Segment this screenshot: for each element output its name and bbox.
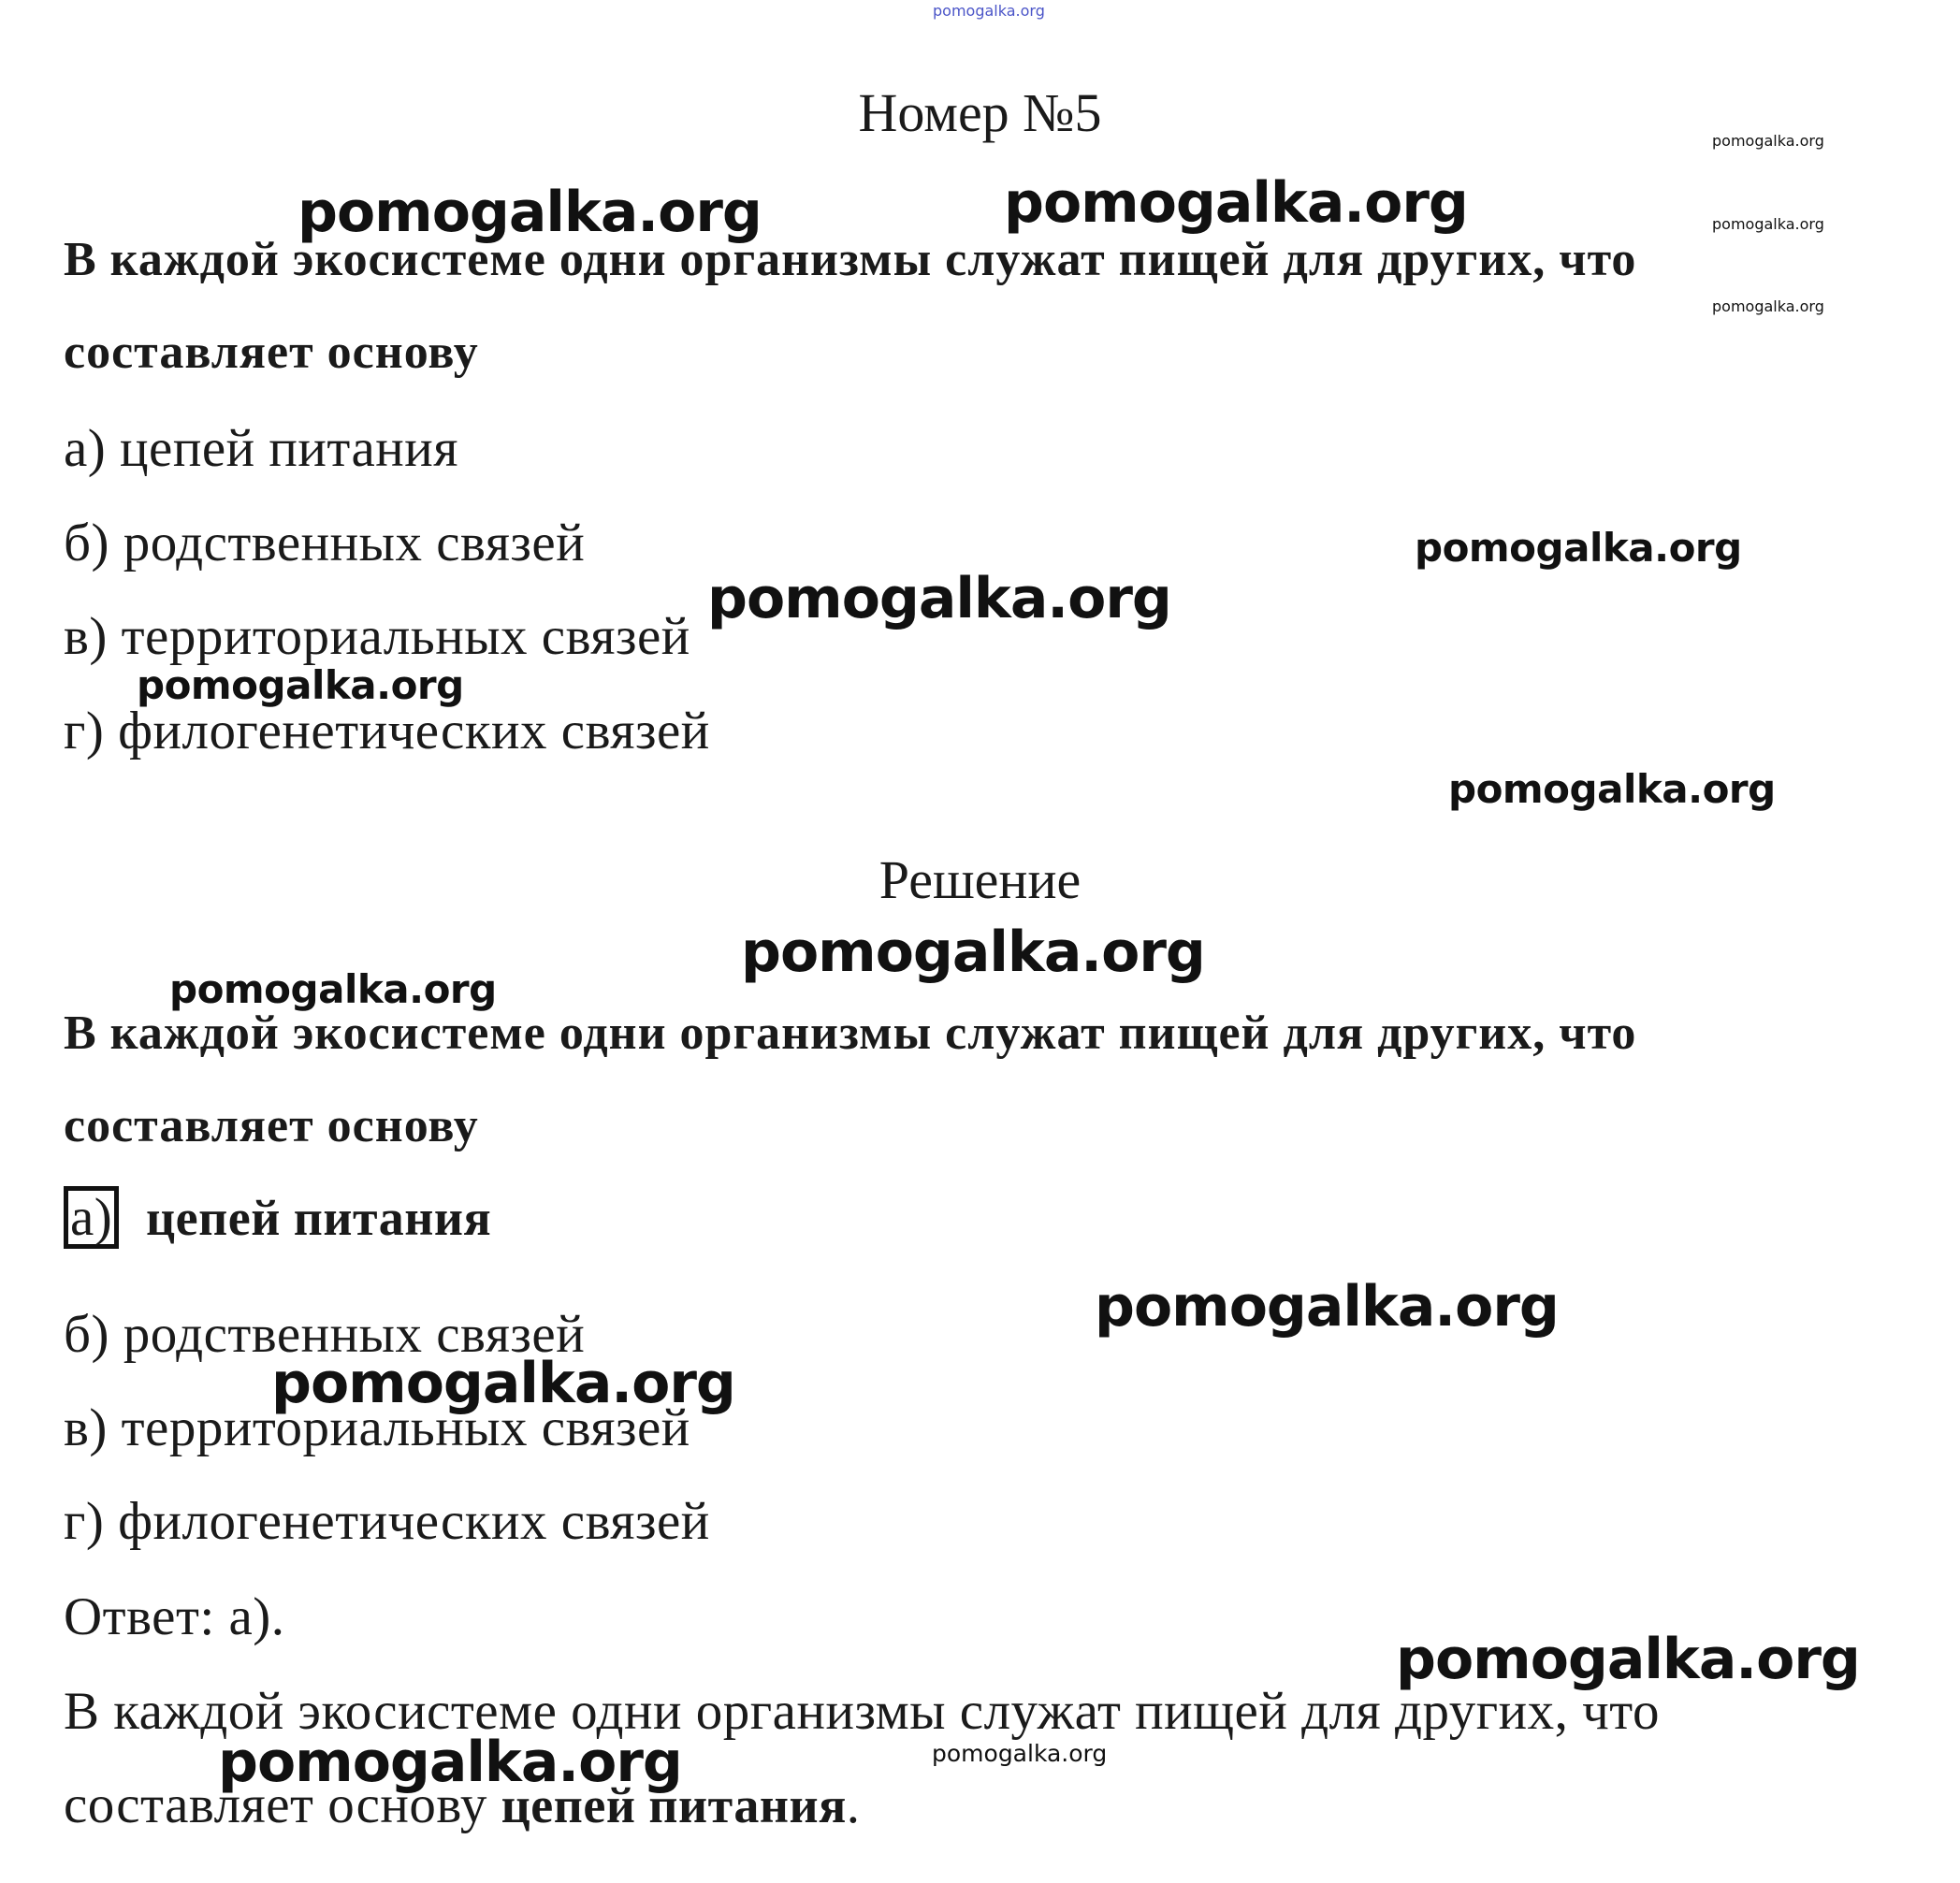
solution-question-line-2: составляет основу [64,1099,479,1152]
option-b: б) родственных связей [64,514,586,572]
option-c: в) территориальных связей [64,607,690,666]
page-title: Номер №5 [858,82,1102,143]
watermark: pomogalka.org [271,1351,735,1416]
selected-answer-box: а) [64,1186,119,1249]
watermark: pomogalka.org [1712,297,1824,315]
watermark: pomogalka.org [1712,132,1824,150]
question-line-1: В каждой экосистеме одни организмы служат пищей для других, что [64,233,1637,286]
explanation-bold: цепей питания [501,1777,847,1833]
option-a: а) цепей питания [64,419,459,478]
watermark: pomogalka.org [707,566,1171,631]
question-line-2: составляет основу [64,326,479,379]
watermark: pomogalka.org [169,966,497,1012]
selected-answer-text: цепей питания [146,1190,492,1246]
watermark: pomogalka.org [1004,170,1468,236]
watermark: pomogalka.org [1095,1274,1559,1340]
solution-question-line-1: В каждой экосистеме одни организмы служат пищей для других, что [64,1007,1637,1060]
watermark: pomogalka.org [741,920,1205,985]
explanation-prefix: составляет основу [64,1775,501,1834]
watermark: pomogalka.org [137,662,464,708]
selected-option-a [64,1186,491,1249]
watermark: pomogalka.org [298,180,762,245]
explanation-suffix: . [846,1775,861,1834]
watermark: pomogalka.org [1396,1627,1860,1692]
solution-option-b: б) родственных связей [64,1305,586,1364]
watermark: pomogalka.org [1448,766,1776,812]
solution-option-d: г) филогенетических связей [64,1492,710,1551]
watermark: pomogalka.org [218,1730,682,1795]
answer-line: Ответ: а). [64,1587,285,1646]
watermark: pomogalka.org [933,2,1045,20]
solution-heading: Решение [878,849,1082,910]
watermark: pomogalka.org [932,1740,1108,1767]
explanation-line-1: В каждой экосистеме одни организмы служат пищей для других, что [64,1682,1660,1741]
option-d: г) филогенетических связей [64,702,710,760]
solution-option-c: в) территориальных связей [64,1398,690,1457]
watermark: pomogalka.org [1712,215,1824,233]
watermark: pomogalka.org [1415,525,1742,571]
